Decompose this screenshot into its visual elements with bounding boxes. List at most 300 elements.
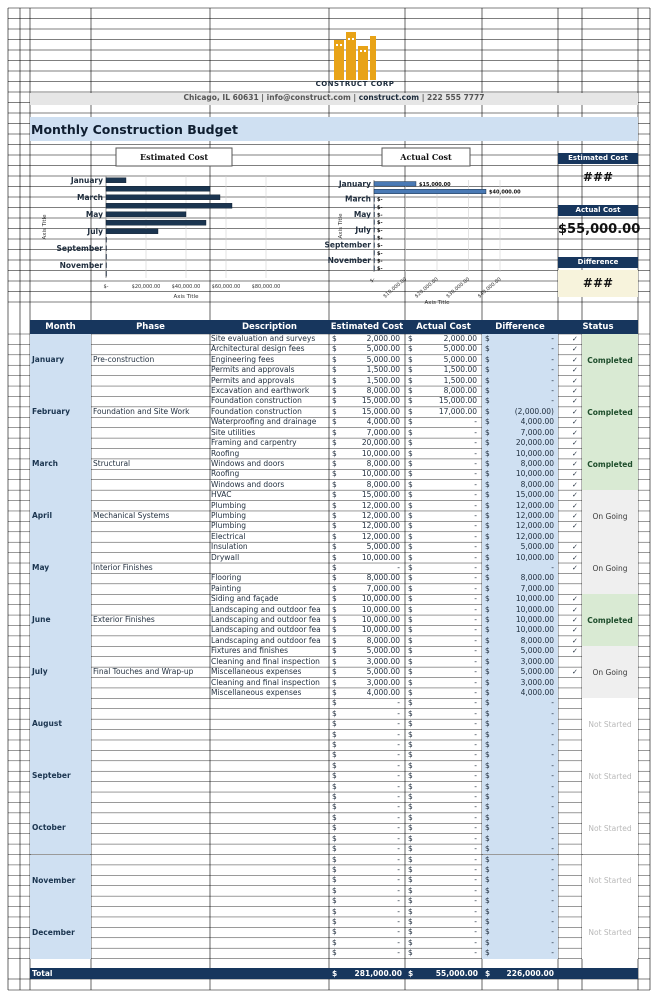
dollar-sign: $ xyxy=(332,844,337,854)
estimated-cost-cell[interactable]: 12,000.00 xyxy=(361,531,400,541)
check-icon[interactable]: ✓ xyxy=(572,636,578,645)
dollar-sign: $ xyxy=(332,927,337,937)
phase-cell xyxy=(91,750,210,802)
actual-cost-cell[interactable]: - xyxy=(474,792,477,802)
totals-label: Total xyxy=(32,969,53,978)
dollar-sign: $ xyxy=(485,656,490,666)
x-tick-label: $20,000.00 xyxy=(131,284,161,290)
actual-cost-cell[interactable]: - xyxy=(474,802,477,812)
difference-cell: 10,000.00 xyxy=(515,604,554,614)
actual-cost-cell[interactable]: 1,500.00 xyxy=(443,365,477,375)
dollar-sign: $ xyxy=(332,771,337,781)
description-cell[interactable] xyxy=(211,948,328,958)
description-cell[interactable]: Cleaning and final inspection xyxy=(211,677,320,687)
description-cell[interactable]: Siding and façade xyxy=(211,594,279,604)
description-cell[interactable]: Electrical xyxy=(211,531,246,541)
estimated-cost-cell[interactable]: 8,000.00 xyxy=(366,479,400,489)
dollar-sign: $ xyxy=(332,823,337,833)
description-cell[interactable] xyxy=(211,823,328,833)
actual-cost-cell[interactable]: 17,000.00 xyxy=(438,406,477,416)
check-icon[interactable]: ✓ xyxy=(572,355,578,364)
status-badge[interactable]: Not Started xyxy=(582,698,638,750)
x-axis-title: Axis Title xyxy=(173,294,199,300)
check-icon[interactable]: ✓ xyxy=(572,511,578,520)
description-cell[interactable]: HVAC xyxy=(211,490,232,500)
check-icon[interactable]: ✓ xyxy=(572,605,578,614)
bar xyxy=(374,197,375,202)
description-cell[interactable] xyxy=(211,802,328,812)
actual-cost-cell[interactable]: - xyxy=(474,750,477,760)
status-badge[interactable]: On Going xyxy=(582,542,638,594)
description-cell[interactable] xyxy=(211,865,328,875)
check-icon[interactable]: ✓ xyxy=(572,335,578,343)
actual-cost-cell[interactable]: - xyxy=(474,479,477,489)
estimated-cost-cell[interactable]: 10,000.00 xyxy=(361,552,400,562)
check-icon[interactable]: ✓ xyxy=(572,418,578,427)
actual-cost-cell[interactable]: - xyxy=(474,646,477,656)
estimated-cost-cell[interactable]: 10,000.00 xyxy=(361,625,400,635)
description-cell[interactable] xyxy=(211,782,328,792)
estimated-cost-cell[interactable]: 10,000.00 xyxy=(361,615,400,625)
bar xyxy=(106,229,158,234)
dollar-sign: $ xyxy=(485,760,490,770)
check-icon[interactable]: ✓ xyxy=(572,428,578,437)
estimated-cost-cell[interactable]: - xyxy=(397,771,400,781)
check-icon[interactable]: ✓ xyxy=(572,564,578,573)
actual-cost-cell[interactable]: - xyxy=(474,864,477,874)
dollar-sign: $ xyxy=(485,542,490,552)
actual-cost-cell[interactable]: - xyxy=(474,656,477,666)
actual-cost-cell[interactable]: - xyxy=(474,521,477,531)
actual-cost-cell[interactable]: - xyxy=(474,542,477,552)
actual-cost-cell[interactable]: - xyxy=(474,500,477,510)
estimated-cost-cell[interactable]: - xyxy=(397,750,400,760)
estimated-cost-cell[interactable]: - xyxy=(397,833,400,843)
col-header-phase[interactable]: Phase xyxy=(91,320,210,334)
actual-cost-cell[interactable]: - xyxy=(474,552,477,562)
description-cell[interactable]: Permits and approvals xyxy=(211,375,295,385)
col-header-description[interactable]: Description xyxy=(210,320,329,334)
col-header-status[interactable]: Status xyxy=(558,320,638,334)
estimated-cost-cell[interactable]: - xyxy=(397,823,400,833)
estimated-cost-cell[interactable]: - xyxy=(397,937,400,947)
estimated-cost-cell[interactable]: - xyxy=(397,906,400,916)
actual-cost-cell[interactable]: - xyxy=(474,937,477,947)
dollar-sign: $ xyxy=(408,875,413,885)
actual-cost-cell[interactable]: - xyxy=(474,604,477,614)
estimated-cost-cell[interactable]: 8,000.00 xyxy=(366,458,400,468)
dollar-sign: $ xyxy=(485,583,490,593)
estimated-cost-cell[interactable]: 10,000.00 xyxy=(361,594,400,604)
description-cell[interactable]: Roofing xyxy=(211,469,240,479)
description-cell[interactable] xyxy=(211,719,328,729)
estimated-cost-cell[interactable]: 5,000.00 xyxy=(366,344,400,354)
contact-website[interactable]: construct.com xyxy=(358,93,420,102)
actual-cost-cell[interactable]: - xyxy=(474,427,477,437)
estimated-cost-cell[interactable]: 1,500.00 xyxy=(366,365,400,375)
actual-cost-cell[interactable]: - xyxy=(474,583,477,593)
status-badge[interactable]: Completed xyxy=(582,594,638,646)
actual-cost-cell[interactable]: - xyxy=(474,729,477,739)
actual-cost-cell[interactable]: 5,000.00 xyxy=(443,354,477,364)
description-cell[interactable]: Permits and approvals xyxy=(211,365,295,375)
actual-cost-cell[interactable]: - xyxy=(474,490,477,500)
difference-cell: 8,000.00 xyxy=(520,573,554,583)
check-icon[interactable]: ✓ xyxy=(572,553,578,562)
check-icon[interactable]: ✓ xyxy=(572,647,578,656)
y-tick-label: November xyxy=(59,260,103,270)
estimated-cost-cell[interactable]: - xyxy=(397,563,400,573)
estimated-cost-cell[interactable]: 5,000.00 xyxy=(366,667,400,677)
description-cell[interactable]: Windows and doors xyxy=(211,458,285,468)
status-badge[interactable]: On Going xyxy=(582,490,638,542)
description-cell[interactable]: Insulation xyxy=(211,542,248,552)
actual-cost-cell[interactable]: - xyxy=(474,771,477,781)
description-cell[interactable] xyxy=(211,896,328,906)
estimated-cost-cell[interactable]: 12,000.00 xyxy=(361,510,400,520)
col-header-actual[interactable]: Actual Cost xyxy=(405,320,482,334)
contact-suffix: | 222 555 7777 xyxy=(419,93,485,102)
actual-cost-cell[interactable]: - xyxy=(474,698,477,708)
description-cell[interactable] xyxy=(211,771,328,781)
estimated-cost-cell[interactable]: 8,000.00 xyxy=(366,635,400,645)
difference-cell: (2,000.00) xyxy=(514,406,554,416)
estimated-cost-cell[interactable]: 5,000.00 xyxy=(366,354,400,364)
actual-cost-cell[interactable]: - xyxy=(474,896,477,906)
check-icon[interactable]: ✓ xyxy=(572,470,578,479)
status-badge[interactable]: Completed xyxy=(582,386,638,438)
description-cell[interactable]: Site evaluation and surveys xyxy=(211,334,316,343)
description-cell[interactable] xyxy=(211,740,328,750)
check-icon[interactable]: ✓ xyxy=(572,376,578,385)
dollar-sign: $ xyxy=(408,854,413,864)
actual-cost-cell[interactable]: - xyxy=(474,927,477,937)
status-badge[interactable]: Completed xyxy=(582,334,638,386)
description-cell[interactable]: Roofing xyxy=(211,448,240,458)
description-cell[interactable] xyxy=(211,761,328,771)
check-icon[interactable]: ✓ xyxy=(572,595,578,604)
actual-cost-cell[interactable]: 15,000.00 xyxy=(438,396,477,406)
status-badge[interactable]: Not Started xyxy=(582,750,638,802)
status-badge[interactable]: Completed xyxy=(582,438,638,490)
actual-cost-cell[interactable]: - xyxy=(474,510,477,520)
month-cell: Septeber xyxy=(30,750,91,802)
estimated-cost-cell[interactable]: 4,000.00 xyxy=(366,417,400,427)
check-icon[interactable]: ✓ xyxy=(572,407,578,416)
description-cell[interactable] xyxy=(211,709,328,719)
actual-cost-cell[interactable]: - xyxy=(474,531,477,541)
description-cell[interactable]: Landscaping and outdoor fea xyxy=(211,615,321,625)
estimated-cost-chart[interactable] xyxy=(30,146,328,304)
estimated-cost-cell[interactable]: 15,000.00 xyxy=(361,406,400,416)
dollar-sign: $ xyxy=(408,521,413,531)
estimated-cost-cell[interactable]: 7,000.00 xyxy=(366,583,400,593)
difference-cell: - xyxy=(551,885,554,895)
description-cell[interactable]: Painting xyxy=(211,583,242,593)
actual-cost-cell[interactable]: - xyxy=(474,667,477,677)
dollar-sign: $ xyxy=(408,448,413,458)
description-cell[interactable]: Fixtures and finishes xyxy=(211,646,289,656)
check-icon[interactable]: ✓ xyxy=(572,439,578,448)
description-cell[interactable]: Plumbing xyxy=(211,510,247,520)
description-cell[interactable] xyxy=(211,855,328,865)
description-cell[interactable] xyxy=(211,698,328,708)
check-icon[interactable]: ✓ xyxy=(572,522,578,531)
description-cell[interactable]: Flooring xyxy=(211,573,242,583)
difference-cell: 8,000.00 xyxy=(520,479,554,489)
difference-cell: 3,000.00 xyxy=(520,677,554,687)
dollar-sign: $ xyxy=(408,708,413,718)
actual-cost-cell[interactable]: - xyxy=(474,573,477,583)
actual-cost-cell[interactable]: - xyxy=(474,625,477,635)
month-cell: January xyxy=(30,334,91,386)
check-icon[interactable]: ✓ xyxy=(572,543,578,552)
description-cell[interactable] xyxy=(211,844,328,854)
dollar-sign: $ xyxy=(485,615,490,625)
description-cell[interactable] xyxy=(211,938,328,948)
check-icon[interactable]: ✓ xyxy=(572,501,578,510)
estimated-cost-cell[interactable]: - xyxy=(397,792,400,802)
estimated-cost-cell[interactable]: - xyxy=(397,802,400,812)
description-cell[interactable] xyxy=(211,917,328,927)
actual-cost-cell[interactable]: 5,000.00 xyxy=(443,344,477,354)
description-cell[interactable]: Plumbing xyxy=(211,521,247,531)
col-header-month[interactable]: Month xyxy=(30,320,91,334)
check-icon[interactable]: ✓ xyxy=(572,616,578,625)
description-cell[interactable]: Framing and carpentry xyxy=(211,438,297,448)
estimated-cost-cell[interactable]: - xyxy=(397,864,400,874)
actual-cost-cell[interactable]: - xyxy=(474,812,477,822)
description-cell[interactable] xyxy=(211,730,328,740)
actual-cost-cell[interactable]: - xyxy=(474,906,477,916)
check-icon[interactable]: ✓ xyxy=(572,387,578,396)
difference-cell: - xyxy=(551,739,554,749)
check-icon[interactable]: ✓ xyxy=(572,397,578,406)
summary-actual-label: Actual Cost xyxy=(558,205,638,216)
description-cell[interactable] xyxy=(211,792,328,802)
estimated-cost-cell[interactable]: - xyxy=(397,854,400,864)
description-cell[interactable] xyxy=(211,875,328,885)
dollar-sign: $ xyxy=(485,750,490,760)
y-tick-label: March xyxy=(76,192,103,202)
description-cell[interactable]: Landscaping and outdoor fea xyxy=(211,625,321,635)
estimated-cost-cell[interactable]: - xyxy=(397,698,400,708)
actual-cost-cell[interactable]: - xyxy=(474,469,477,479)
estimated-cost-cell[interactable]: 10,000.00 xyxy=(361,469,400,479)
col-header-difference[interactable]: Difference xyxy=(482,320,558,334)
difference-cell: - xyxy=(551,937,554,947)
dollar-sign: $ xyxy=(408,646,413,656)
estimated-cost-cell[interactable]: 10,000.00 xyxy=(361,604,400,614)
estimated-cost-cell[interactable]: - xyxy=(397,927,400,937)
dollar-sign: $ xyxy=(485,344,490,354)
description-cell[interactable] xyxy=(211,834,328,844)
actual-cost-cell[interactable]: - xyxy=(474,635,477,645)
description-cell[interactable]: Landscaping and outdoor fea xyxy=(211,635,321,645)
dollar-sign: $ xyxy=(332,417,337,427)
month-cell: November xyxy=(30,855,91,907)
actual-cost-cell[interactable]: - xyxy=(474,417,477,427)
estimated-cost-cell[interactable]: 20,000.00 xyxy=(361,438,400,448)
dollar-sign: $ xyxy=(485,573,490,583)
description-cell[interactable] xyxy=(211,927,328,937)
actual-cost-cell[interactable]: - xyxy=(474,739,477,749)
actual-cost-cell[interactable]: - xyxy=(474,875,477,885)
estimated-cost-cell[interactable]: 15,000.00 xyxy=(361,490,400,500)
estimated-cost-cell[interactable]: 15,000.00 xyxy=(361,396,400,406)
estimated-cost-cell[interactable]: - xyxy=(397,885,400,895)
check-icon[interactable]: ✓ xyxy=(572,459,578,468)
estimated-cost-cell[interactable]: - xyxy=(397,844,400,854)
estimated-cost-cell[interactable]: - xyxy=(397,760,400,770)
actual-cost-cell[interactable]: - xyxy=(474,438,477,448)
difference-cell: 8,000.00 xyxy=(520,635,554,645)
description-cell[interactable]: Site utilities xyxy=(211,427,256,437)
actual-cost-cell[interactable]: - xyxy=(474,719,477,729)
difference-cell: - xyxy=(551,729,554,739)
description-cell[interactable] xyxy=(211,750,328,760)
estimated-cost-cell[interactable]: - xyxy=(397,708,400,718)
estimated-cost-cell[interactable]: 1,500.00 xyxy=(366,375,400,385)
estimated-cost-cell[interactable]: 5,000.00 xyxy=(366,542,400,552)
dollar-sign: $ xyxy=(408,615,413,625)
actual-cost-cell[interactable]: - xyxy=(474,687,477,697)
actual-cost-cell[interactable]: - xyxy=(474,844,477,854)
dollar-sign: $ xyxy=(485,771,490,781)
description-cell[interactable] xyxy=(211,886,328,896)
description-cell[interactable]: Windows and doors xyxy=(211,479,285,489)
status-badge[interactable]: Not Started xyxy=(582,907,638,959)
estimated-cost-cell[interactable]: - xyxy=(397,875,400,885)
status-badge[interactable]: Not Started xyxy=(582,802,638,854)
dollar-sign: $ xyxy=(332,510,337,520)
actual-cost-cell[interactable]: - xyxy=(474,885,477,895)
description-cell[interactable]: Excavation and earthwork xyxy=(211,386,310,396)
estimated-cost-cell[interactable]: - xyxy=(397,719,400,729)
actual-cost-cell[interactable]: 1,500.00 xyxy=(443,375,477,385)
check-icon[interactable]: ✓ xyxy=(572,668,578,677)
data-label: $- xyxy=(377,258,383,265)
estimated-cost-cell[interactable]: - xyxy=(397,739,400,749)
actual-cost-cell[interactable]: 8,000.00 xyxy=(443,386,477,396)
estimated-cost-cell[interactable]: 8,000.00 xyxy=(366,386,400,396)
estimated-cost-cell[interactable]: 10,000.00 xyxy=(361,448,400,458)
actual-cost-cell[interactable]: - xyxy=(474,448,477,458)
actual-cost-cell[interactable]: - xyxy=(474,948,477,958)
description-cell[interactable]: Cleaning and final inspection xyxy=(211,656,320,666)
description-cell[interactable] xyxy=(211,563,328,573)
estimated-cost-cell[interactable]: 4,000.00 xyxy=(366,687,400,697)
estimated-cost-cell[interactable]: 12,000.00 xyxy=(361,500,400,510)
difference-cell: - xyxy=(551,354,554,364)
estimated-cost-cell[interactable]: 7,000.00 xyxy=(366,427,400,437)
actual-cost-cell[interactable]: 2,000.00 xyxy=(443,334,477,343)
dollar-sign: $ xyxy=(485,708,490,718)
dollar-sign: $ xyxy=(332,365,337,375)
actual-cost-cell[interactable]: - xyxy=(474,760,477,770)
dollar-sign: $ xyxy=(332,635,337,645)
data-label: $- xyxy=(377,235,383,242)
description-cell[interactable]: Foundation construction xyxy=(211,406,302,416)
difference-cell: - xyxy=(551,365,554,375)
check-icon[interactable]: ✓ xyxy=(572,345,578,354)
check-icon[interactable]: ✓ xyxy=(572,480,578,489)
description-cell[interactable]: Engineering fees xyxy=(211,354,275,364)
status-badge[interactable]: Not Started xyxy=(582,855,638,907)
description-cell[interactable]: Miscellaneous expenses xyxy=(211,687,302,697)
estimated-cost-cell[interactable]: - xyxy=(397,729,400,739)
description-cell[interactable]: Drywall xyxy=(211,552,240,562)
actual-cost-cell[interactable]: - xyxy=(474,677,477,687)
actual-cost-cell[interactable]: - xyxy=(474,458,477,468)
dollar-sign: $ xyxy=(408,792,413,802)
actual-cost-cell[interactable]: - xyxy=(474,833,477,843)
estimated-cost-cell[interactable]: 5,000.00 xyxy=(366,646,400,656)
description-cell[interactable]: Architectural design fees xyxy=(211,344,305,354)
estimated-cost-cell[interactable]: 8,000.00 xyxy=(366,573,400,583)
check-icon[interactable]: ✓ xyxy=(572,366,578,375)
dollar-sign: $ xyxy=(332,708,337,718)
estimated-cost-cell[interactable]: 2,000.00 xyxy=(366,334,400,343)
check-icon[interactable]: ✓ xyxy=(572,491,578,500)
dollar-sign: $ xyxy=(485,646,490,656)
description-cell[interactable]: Plumbing xyxy=(211,500,247,510)
phase-cell xyxy=(91,907,210,959)
actual-cost-cell[interactable]: - xyxy=(474,854,477,864)
dollar-sign: $ xyxy=(332,802,337,812)
actual-cost-cell[interactable]: - xyxy=(474,563,477,573)
actual-cost-cell[interactable]: - xyxy=(474,708,477,718)
estimated-cost-cell[interactable]: - xyxy=(397,948,400,958)
month-cell: April xyxy=(30,490,91,542)
description-cell[interactable]: Landscaping and outdoor fea xyxy=(211,604,321,614)
estimated-cost-cell[interactable]: - xyxy=(397,896,400,906)
dollar-sign: $ xyxy=(485,563,490,573)
estimated-cost-cell[interactable]: - xyxy=(397,916,400,926)
y-tick-label: November xyxy=(327,256,371,265)
dollar-sign: $ xyxy=(485,510,490,520)
description-cell[interactable] xyxy=(211,813,328,823)
col-header-estimated[interactable]: Estimated Cost xyxy=(330,322,404,332)
check-icon[interactable]: ✓ xyxy=(572,449,578,458)
dollar-sign: $ xyxy=(332,552,337,562)
estimated-cost-cell[interactable]: - xyxy=(397,781,400,791)
estimated-cost-cell[interactable]: - xyxy=(397,812,400,822)
difference-cell: 8,000.00 xyxy=(520,458,554,468)
estimated-cost-cell[interactable]: 3,000.00 xyxy=(366,656,400,666)
description-cell[interactable]: Foundation construction xyxy=(211,396,302,406)
actual-cost-cell[interactable]: - xyxy=(474,615,477,625)
dollar-sign: $ xyxy=(408,417,413,427)
dollar-sign: $ xyxy=(332,594,337,604)
bar xyxy=(374,243,375,248)
actual-cost-cell[interactable]: - xyxy=(474,781,477,791)
check-icon[interactable]: ✓ xyxy=(572,626,578,635)
description-cell[interactable]: Waterproofing and drainage xyxy=(211,417,317,427)
status-badge[interactable]: On Going xyxy=(582,646,638,698)
estimated-cost-cell[interactable]: 3,000.00 xyxy=(366,677,400,687)
description-cell[interactable] xyxy=(211,907,328,917)
actual-cost-cell[interactable]: - xyxy=(474,916,477,926)
description-cell[interactable]: Miscellaneous expenses xyxy=(211,667,302,677)
actual-cost-cell[interactable]: - xyxy=(474,823,477,833)
bar xyxy=(106,186,210,191)
dollar-sign: $ xyxy=(485,927,490,937)
actual-cost-chart[interactable] xyxy=(324,146,556,306)
actual-cost-cell[interactable]: - xyxy=(474,594,477,604)
estimated-cost-cell[interactable]: 12,000.00 xyxy=(361,521,400,531)
data-label: $15,000.00 xyxy=(419,181,451,188)
